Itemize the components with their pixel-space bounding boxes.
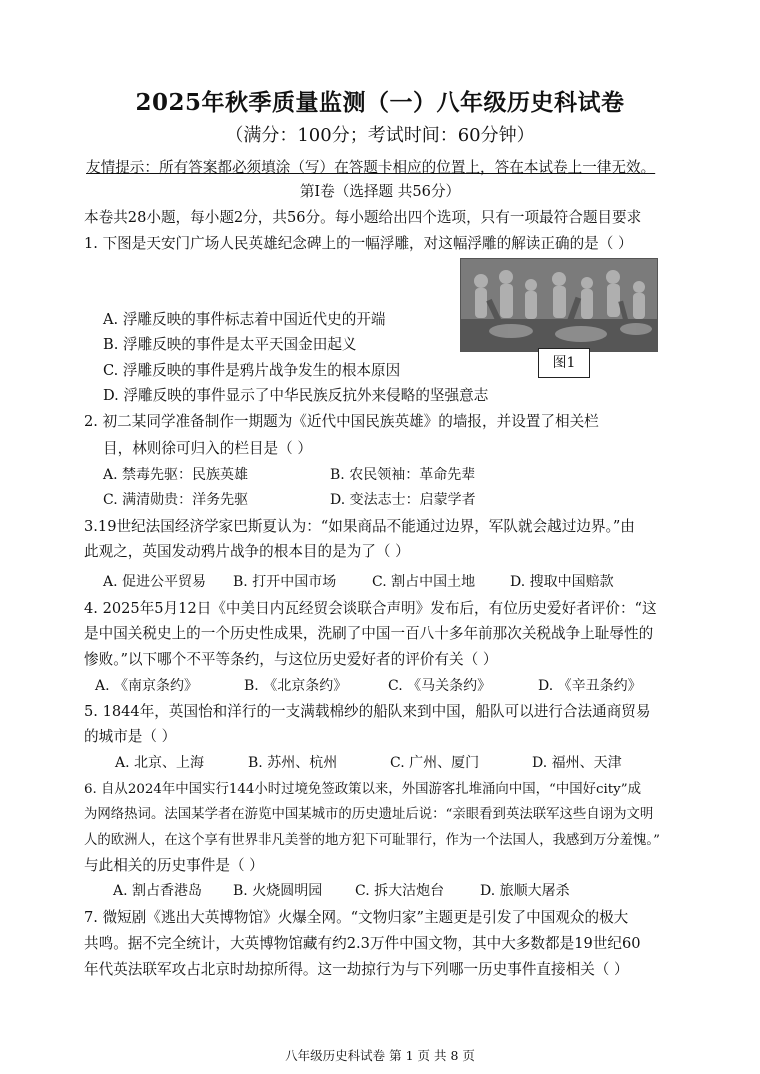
question-2-stem-line2: 目，林则徐可归入的栏目是（ ） [103,440,312,457]
question-6-option-c: C. 拆大沽炮台 [355,883,445,899]
relief-sculpture-image [460,258,658,352]
question-3-stem-line1: 3.19世纪法国经济学家巴斯夏认为：“如果商品不能通过边界，军队就会越过边界。”由 [84,518,635,535]
question-2-option-d: D. 变法志士：启蒙学者 [330,492,476,508]
question-1-option-b: B. 浮雕反映的事件是太平天国金田起义 [103,336,357,353]
question-4-option-c: C. 《马关条约》 [388,678,492,694]
page-title: 2025年秋季质量监测（一）八年级历史科试卷 [135,89,625,116]
question-7-stem-line1: 7. 微短剧《逃出大英博物馆》火爆全网。“文物归家”主题更是引发了中国观众的极大 [84,909,629,926]
question-1-option-d: D. 浮雕反映的事件显示了中华民族反抗外来侵略的坚强意志 [103,387,489,404]
question-7-stem-line2: 共鸣。据不完全统计，大英博物馆藏有约2.3万件中国文物，其中大多数都是19世纪60 [84,935,641,952]
question-3-stem-line2: 此观之，英国发动鸦片战争的根本目的是为了（ ） [84,543,410,560]
question-7-stem-line3: 年代英法联军攻占北京时劫掠所得。这一劫掠行为与下列哪一历史事件直接相关（ ） [84,961,629,978]
question-3-option-d: D. 搜取中国赔款 [510,574,614,590]
question-6-stem-line1: 6. 自从2024年中国实行144小时过境免签政策以来，外国游客扎堆涌向中国，“中国好city”成 [84,782,641,797]
question-3-option-a: A. 促进公平贸易 [103,574,207,590]
question-5-option-d: D. 福州、天津 [532,755,622,771]
question-4-stem-line2: 是中国关税史上的一个历史性成果，洗刷了中国一百八十多年前那次关税战争上耻辱性的 [84,625,654,642]
question-6-stem-line3: 人的欧洲人，在这个享有世界非凡美誉的地方犯下可耻罪行，作为一个法国人，我感到万分羞愧。” [84,833,660,848]
page-footer: 八年级历史科试卷 第 1 页 共 8 页 [285,1048,475,1063]
question-2-option-a: A. 禁毒先驱：民族英雄 [103,467,249,483]
question-5-option-b: B. 苏州、杭州 [248,755,338,771]
question-6-option-d: D. 旅顺大屠杀 [480,883,570,899]
section-title: 第Ⅰ卷（选择题 共56分） [299,183,461,200]
question-4-stem-line1: 4. 2025年5月12日《中美日内瓦经贸会谈联合声明》发布后，有位历史爱好者评价：“这 [84,600,657,617]
question-4-stem-line3: 惨败。”以下哪个不平等条约，与这位历史爱好者的评价有关（ ） [84,651,498,668]
question-5-option-c: C. 广州、厦门 [390,755,480,771]
relief-image-drawing [461,259,657,351]
question-5-option-a: A. 北京、上海 [115,755,205,771]
question-1-option-a: A. 浮雕反映的事件标志着中国近代史的开端 [103,311,386,328]
question-2-stem-line1: 2. 初二某同学准备制作一期题为《近代中国民族英雄》的墙报，并设置了相关栏 [84,413,599,430]
question-6-stem-line4: 与此相关的历史事件是（ ） [84,857,264,874]
friendly-tip: 友情提示：所有答案都必须填涂（写）在答题卡相应的位置上，答在本试卷上一律无效。 [86,159,656,176]
question-1-stem: 1. 下图是天安门广场人民英雄纪念碑上的一幅浮雕，对这幅浮雕的解读正确的是（ ） [84,235,633,252]
question-4-option-a: A. 《南京条约》 [95,678,199,694]
question-6-stem-line2: 为网络热词。法国某学者在游览中国某城市的历史遗址后说：“亲眼看到英法联军这些自诩为文明 [84,807,654,822]
section-intro: 本卷共28小题，每小题2分，共56分。每小题给出四个选项，只有一项最符合题目要求 [84,209,642,226]
question-6-option-b: B. 火烧圆明园 [233,883,323,899]
question-1-option-c: C. 浮雕反映的事件是鸦片战争发生的根本原因 [103,362,401,379]
question-4-option-d: D. 《辛丑条约》 [538,678,642,694]
question-5-stem-line1: 5. 1844年，英国怡和洋行的一支满载棉纱的船队来到中国，船队可以进行合法通商贸易 [84,703,651,720]
question-5-stem-line2: 的城市是（ ） [84,728,177,745]
question-2-option-c: C. 满清勋贵：洋务先驱 [103,492,249,508]
question-6-option-a: A. 割占香港岛 [113,883,203,899]
question-3-option-c: C. 割占中国土地 [372,574,476,590]
question-3-option-b: B. 打开中国市场 [233,574,337,590]
question-4-option-b: B. 《北京条约》 [244,678,348,694]
figure-label: 图1 [538,348,590,378]
exam-info: （满分：100分；考试时间：60分钟） [225,125,535,146]
question-2-option-b: B. 农民领袖：革命先辈 [330,467,476,483]
